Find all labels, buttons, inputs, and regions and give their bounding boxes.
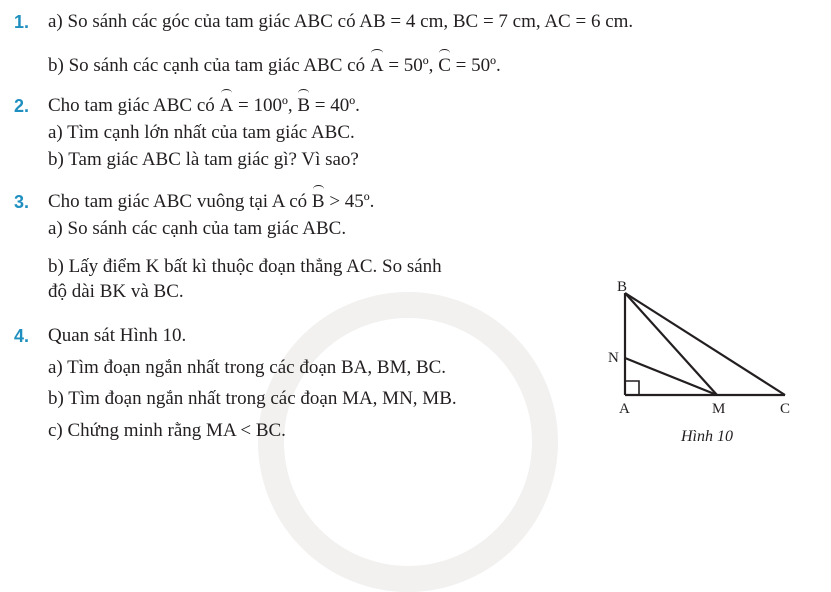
problem-1-a-text: a) So sánh các góc của tam giác ABC có AB = 4 cm, BC = 7 cm, AC = 6 cm. xyxy=(48,11,634,32)
label-b: B xyxy=(617,279,628,295)
angle-b-hat: B xyxy=(311,191,325,212)
problem-2-number: 2. xyxy=(14,96,30,116)
label-a: A xyxy=(619,401,630,417)
angle-b-value: = 40º. xyxy=(310,95,360,116)
problem-4-stem-text: Quan sát Hình 10. xyxy=(48,325,187,346)
angle-a-hat: A xyxy=(219,95,234,116)
angle-b-hat: B xyxy=(297,95,311,116)
angle-a-hat: A xyxy=(369,55,384,76)
problem-1-b-text: b) So sánh các cạnh của tam giác ABC có xyxy=(48,55,370,76)
angle-b-value: > 45º. xyxy=(324,191,375,212)
problem-3-stem-text: Cho tam giác ABC vuông tại A có xyxy=(48,191,312,212)
angle-a-value: = 100º, xyxy=(233,95,298,116)
problem-2-stem-text: Cho tam giác ABC có xyxy=(48,95,220,116)
problem-1-number: 1. xyxy=(14,12,30,32)
watermark-emblem xyxy=(258,292,558,592)
angle-c-hat: C xyxy=(438,55,451,76)
right-angle-mark xyxy=(625,381,639,395)
figure-caption: Hình 10 xyxy=(681,428,733,445)
figure-hinh-10 xyxy=(600,276,810,426)
segment-bc xyxy=(625,293,785,395)
label-n: N xyxy=(608,350,619,366)
angle-a-value: = 50º, xyxy=(383,55,439,76)
angle-c-value: = 50º. xyxy=(450,55,501,76)
label-c: C xyxy=(780,401,791,417)
label-m: M xyxy=(712,401,726,417)
problem-3-number: 3. xyxy=(14,192,30,212)
problem-4-number: 4. xyxy=(14,326,30,346)
